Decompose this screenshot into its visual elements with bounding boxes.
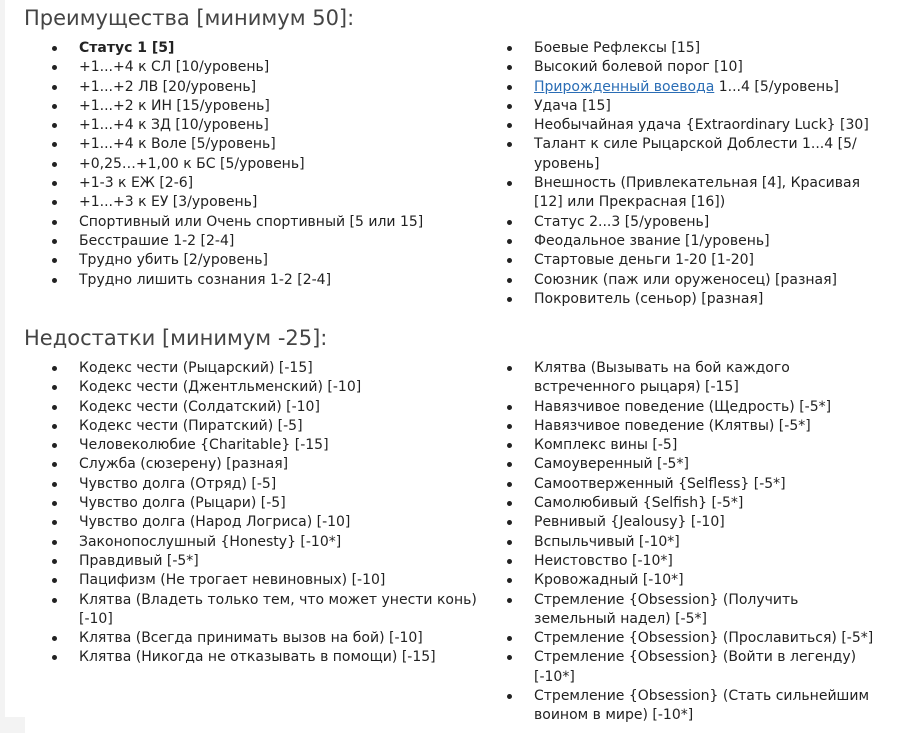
list-item: +1...+2 к ИН [15/уровень] [24, 97, 479, 116]
advantages-list-left [24, 39, 479, 309]
list-item: Ревнивый {Jealousy} [-10] [479, 513, 875, 532]
list-item: Пацифизм (Не трогает невиновных) [-10] [24, 571, 479, 590]
list-item: Навязчивое поведение (Щедрость) [-5*] [479, 398, 875, 417]
list-item: Статус 1 [5] [24, 39, 479, 58]
list-item: Самоуверенный [-5*] [479, 455, 875, 474]
list-item: Законопослушный {Honesty} [-10*] [24, 533, 479, 552]
list-item: Клятва (Вызывать на бой каждого встреченного рыцаря) [-15] [479, 359, 875, 398]
list-item: Внешность (Привлекательная [4], Красивая [12] или Прекрасная [16]) [479, 174, 875, 213]
list-item: Чувство долга (Народ Логриса) [-10] [24, 513, 479, 532]
disadvantages-list-left [24, 359, 479, 726]
list-item: Стремление {Obsession} (Стать сильнейшим воином в мире) [-10*] [479, 687, 875, 726]
list-item: +1-3 к ЕЖ [2-6] [24, 174, 479, 193]
advantages-section [24, 4, 898, 309]
list-item: Кодекс чести (Пиратский) [-5] [24, 417, 479, 436]
list-item: +1...+4 к Воле [5/уровень] [24, 135, 479, 154]
list-item: Навязчивое поведение (Клятвы) [-5*] [479, 417, 875, 436]
list-item: Служба (сюзерену) [разная] [24, 455, 479, 474]
list-item: Необычайная удача {Extraordinary Luck} [30] [479, 116, 875, 135]
disadvantages-section [24, 324, 898, 726]
list-item [479, 78, 875, 97]
disadvantages-columns [24, 359, 898, 726]
list-item: Кодекс чести (Солдатский) [-10] [24, 398, 479, 417]
list-item: Человеколюбие {Charitable} [-15] [24, 436, 479, 455]
list-item: Талант к силе Рыцарской Доблести 1...4 [5/уровень] [479, 135, 875, 174]
list-item: Бесстрашие 1-2 [2-4] [24, 232, 479, 251]
list-item: Стремление {Obsession} (Прославиться) [-5*] [479, 629, 875, 648]
list-item: Вспыльчивый [-10*] [479, 533, 875, 552]
list-item: Чувство долга (Отряд) [-5] [24, 475, 479, 494]
list-item: Клятва (Владеть только тем, что может унести конь) [-10] [24, 591, 479, 630]
list-item: Клятва (Всегда принимать вызов на бой) [-10] [24, 629, 479, 648]
list-item: Трудно убить [2/уровень] [24, 251, 479, 270]
list-item: Статус 2...3 [5/уровень] [479, 213, 875, 232]
list-item: Правдивый [-5*] [24, 552, 479, 571]
page-corner-block [0, 717, 25, 733]
list-item: +1...+4 к ЗД [10/уровень] [24, 116, 479, 135]
list-item: +0,25…+1,00 к БС [5/уровень] [24, 155, 479, 174]
item-link-suffix: 1...4 [5/уровень] [714, 78, 839, 95]
disadvantages-list-right [479, 359, 875, 726]
list-item: +1...+4 к СЛ [10/уровень] [24, 58, 479, 77]
list-item: Клятва (Никогда не отказывать в помощи) [-15] [24, 648, 479, 667]
list-item: Удача [15] [479, 97, 875, 116]
disadvantages-heading: Недостатки [минимум -25]: [24, 326, 328, 350]
list-item: Самолюбивый {Selfish} [-5*] [479, 494, 875, 513]
list-item: Феодальное звание [1/уровень] [479, 232, 875, 251]
list-item: Кодекс чести (Джентльменский) [-10] [24, 378, 479, 397]
list-item: Союзник (паж или оруженосец) [разная] [479, 271, 875, 290]
list-item: +1...+2 ЛВ [20/уровень] [24, 78, 479, 97]
list-item: Трудно лишить сознания 1-2 [2-4] [24, 271, 479, 290]
list-item: Чувство долга (Рыцари) [-5] [24, 494, 479, 513]
item-link[interactable]: Прирожденный воевода [534, 78, 715, 95]
list-item: Кодекс чести (Рыцарский) [-15] [24, 359, 479, 378]
list-item: Неистовство [-10*] [479, 552, 875, 571]
list-item: Комплекс вины [-5] [479, 436, 875, 455]
page-left-strip [0, 0, 5, 717]
list-item: Боевые Рефлексы [15] [479, 39, 875, 58]
list-item: Высокий болевой порог [10] [479, 58, 875, 77]
list-item: Кровожадный [-10*] [479, 571, 875, 590]
list-item: Спортивный или Очень спортивный [5 или 15] [24, 213, 479, 232]
advantages-list-right [479, 39, 875, 309]
list-item: Стартовые деньги 1-20 [1-20] [479, 251, 875, 270]
advantages-columns [24, 39, 898, 309]
list-item: Покровитель (сеньор) [разная] [479, 290, 875, 309]
list-item: Стремление {Obsession} (Войти в легенду) [-10*] [479, 648, 875, 687]
advantages-heading: Преимущества [минимум 50]: [24, 6, 355, 30]
list-item: +1...+3 к ЕУ [3/уровень] [24, 193, 479, 212]
list-item: Самоотверженный {Selfless} [-5*] [479, 475, 875, 494]
list-item: Стремление {Obsession} (Получить земельный надел) [-5*] [479, 591, 875, 630]
